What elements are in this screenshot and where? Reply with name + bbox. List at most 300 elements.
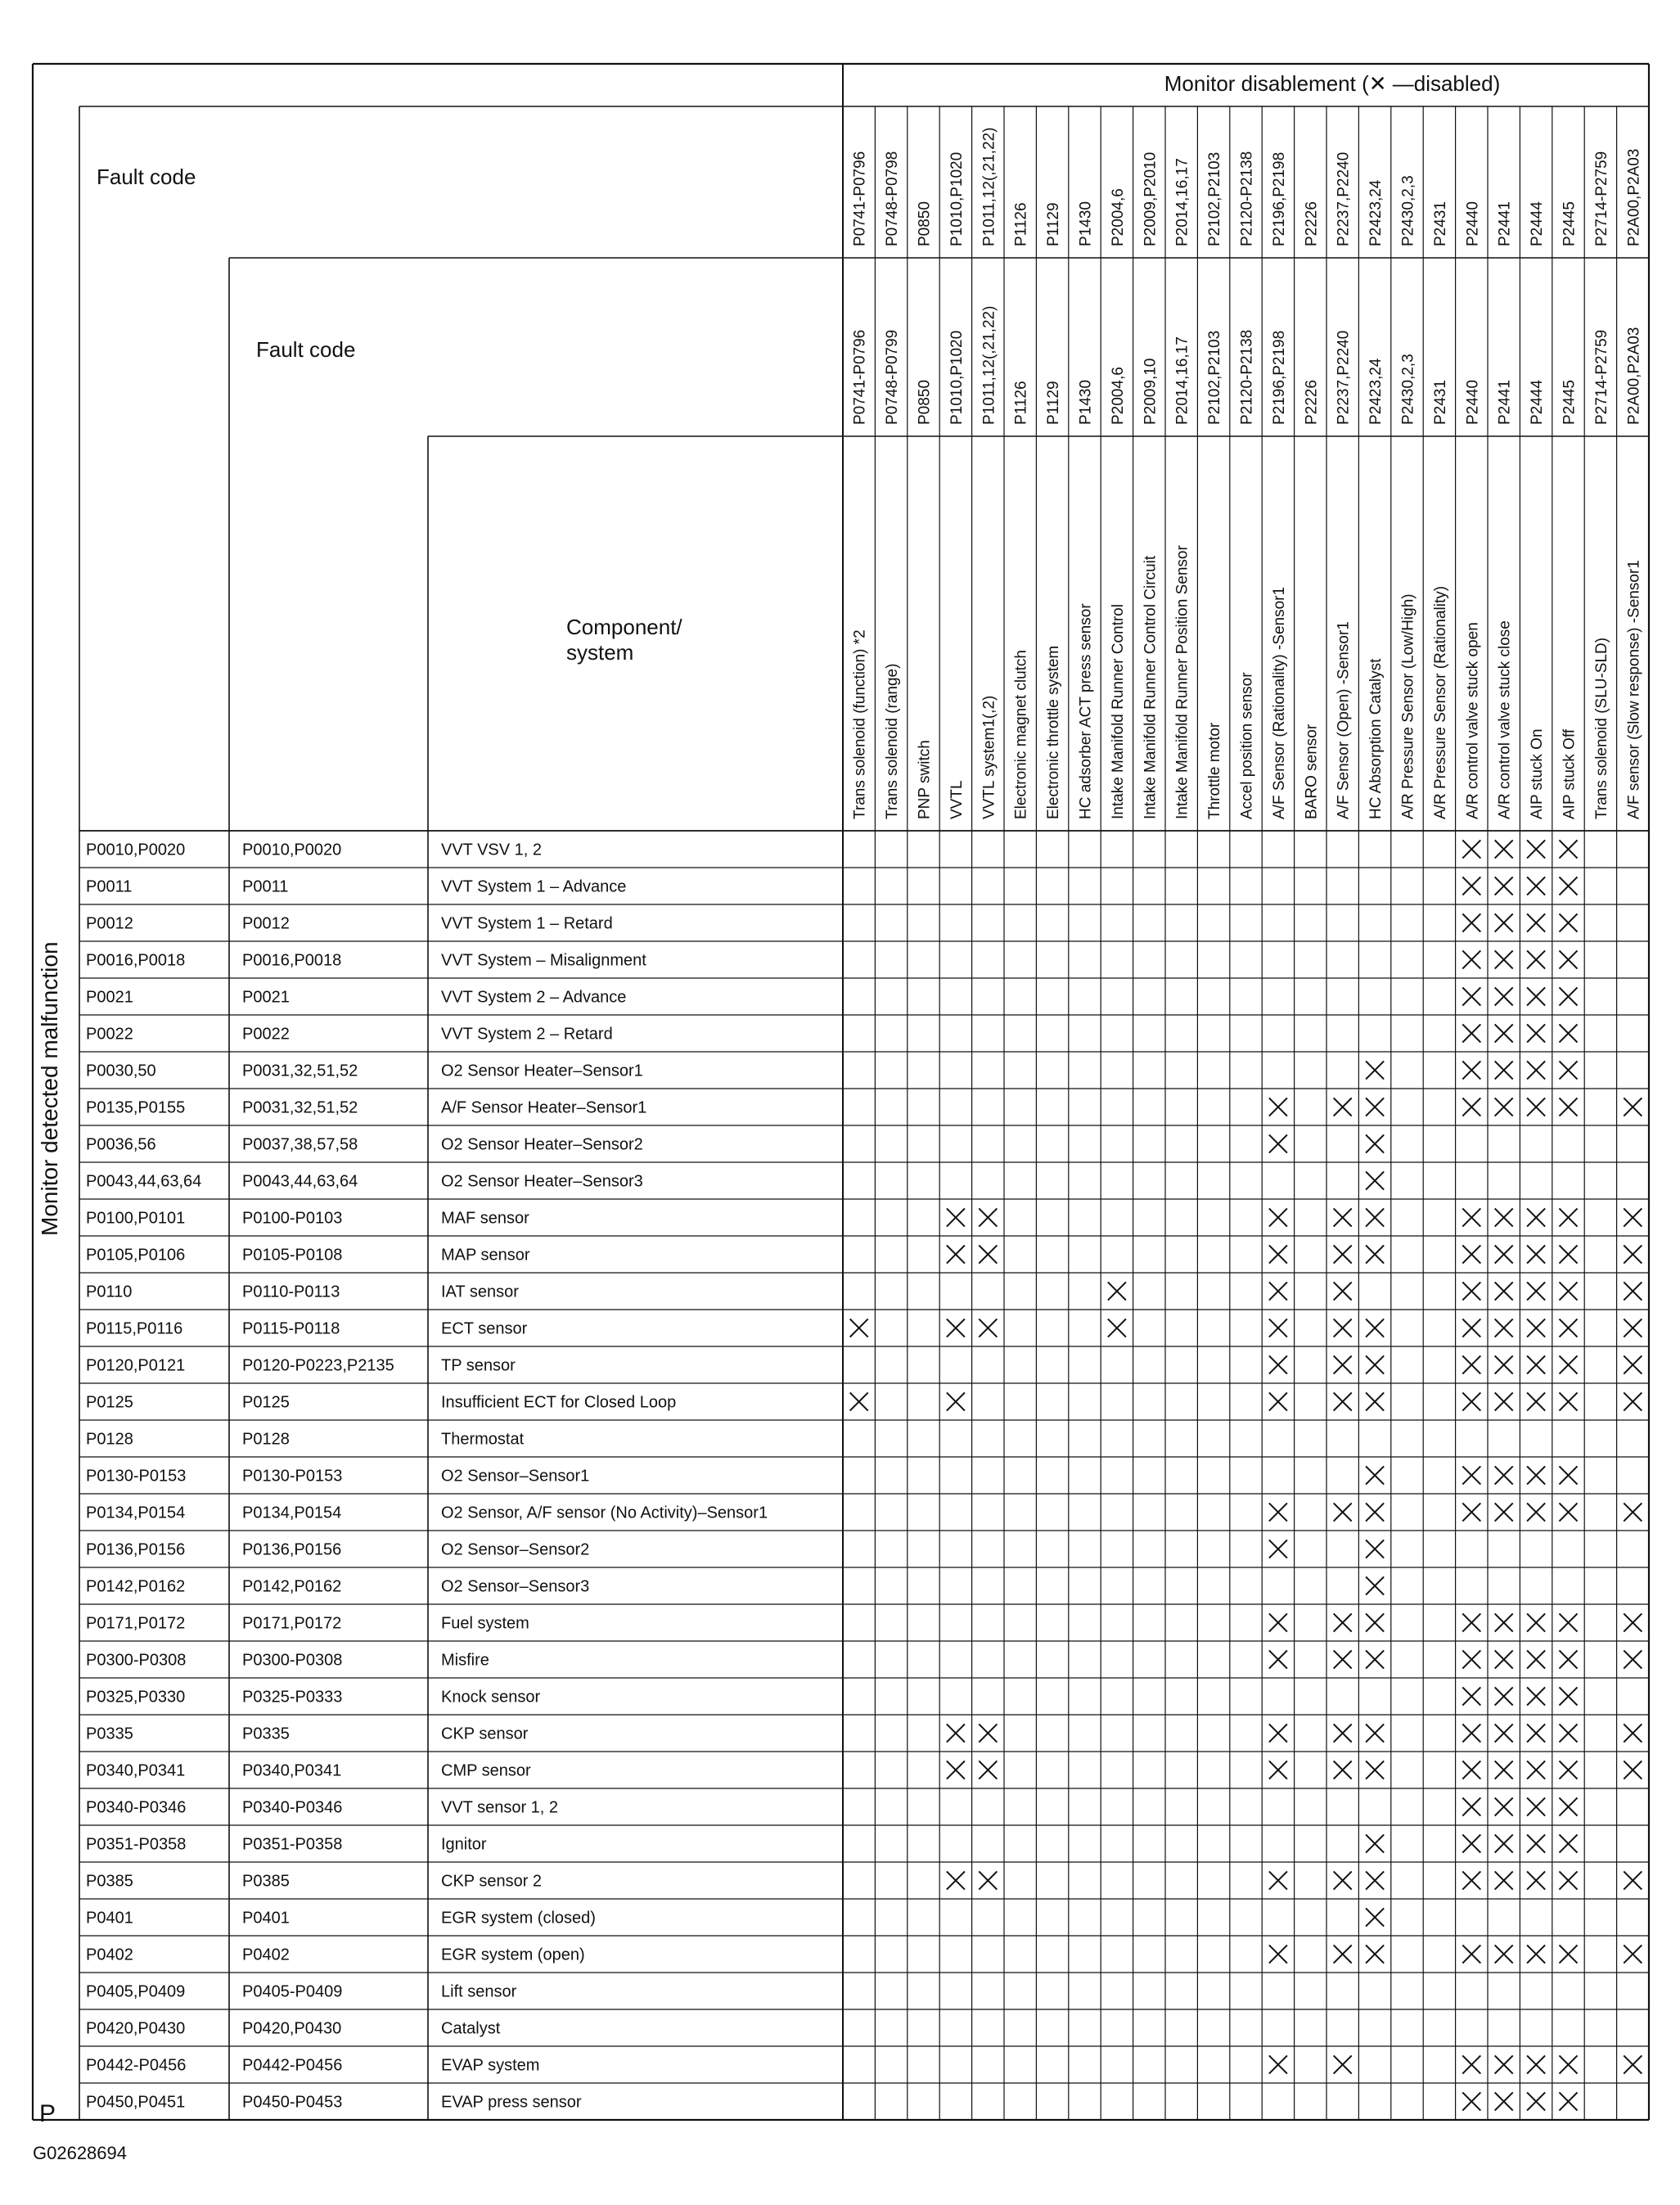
column-component-name: Trans solenoid (SLU-SLD) bbox=[1592, 637, 1610, 819]
column-fault-code-secondary: P1011,12(,21,22) bbox=[980, 305, 998, 425]
column-fault-code-primary: P0850 bbox=[916, 201, 934, 246]
row-fault-code: P0134,P0154 bbox=[242, 1504, 342, 1522]
disabled-mark bbox=[1269, 1871, 1287, 1889]
disabled-mark bbox=[1527, 1650, 1545, 1668]
disabled-mark bbox=[1269, 1134, 1287, 1152]
disabled-mark bbox=[1462, 2055, 1480, 2073]
column-fault-code-primary: P2237,P2240 bbox=[1335, 151, 1353, 246]
disabled-mark bbox=[1462, 1797, 1480, 1815]
column-fault-code-primary: P2441 bbox=[1496, 201, 1514, 246]
disabled-mark bbox=[1334, 1355, 1352, 1373]
row-fault-code: P0120-P0223,P2135 bbox=[242, 1356, 394, 1375]
column-fault-code-secondary: P0748-P0799 bbox=[884, 329, 902, 425]
disabled-mark bbox=[1495, 1208, 1513, 1226]
row-fault-code: P0171,P0172 bbox=[242, 1614, 342, 1633]
disabled-mark bbox=[1366, 1061, 1384, 1079]
disabled-mark bbox=[1366, 1613, 1384, 1631]
column-fault-code-primary: P2431 bbox=[1431, 201, 1449, 246]
column-fault-code-secondary: P1126 bbox=[1012, 381, 1030, 425]
disabled-mark bbox=[1624, 1355, 1642, 1373]
column-fault-code-secondary: P2441 bbox=[1496, 380, 1514, 425]
row-fault-code: P0142,P0162 bbox=[242, 1577, 342, 1596]
disabled-mark bbox=[947, 1871, 965, 1889]
disabled-mark bbox=[1527, 1466, 1545, 1484]
disabled-mark bbox=[1559, 1355, 1577, 1373]
disabled-mark bbox=[1559, 1687, 1577, 1705]
disabled-mark bbox=[1495, 1761, 1513, 1779]
disabled-mark bbox=[1527, 1208, 1545, 1226]
disabled-mark bbox=[1527, 1797, 1545, 1815]
row-monitor-fault-code: P0043,44,63,64 bbox=[86, 1172, 202, 1191]
disabled-mark bbox=[1462, 840, 1480, 858]
row-monitor-fault-code: P0340,P0341 bbox=[86, 1761, 186, 1780]
row-component-system: Thermostat bbox=[441, 1430, 525, 1449]
column-fault-code-secondary: P2196,P2198 bbox=[1270, 330, 1288, 425]
row-monitor-fault-code: P0325,P0330 bbox=[86, 1688, 186, 1707]
disabled-mark bbox=[1527, 1392, 1545, 1410]
disabled-mark bbox=[1269, 2055, 1287, 2073]
disabled-mark bbox=[1559, 1724, 1577, 1742]
column-fault-code-primary: P2714-P2759 bbox=[1592, 151, 1610, 246]
disabled-mark bbox=[1495, 1392, 1513, 1410]
disabled-mark bbox=[1624, 1650, 1642, 1668]
row-fault-code: P0340,P0341 bbox=[242, 1761, 342, 1780]
disabled-mark bbox=[1495, 950, 1513, 968]
disabled-mark bbox=[1462, 2092, 1480, 2110]
column-fault-code-primary: P2120-P2138 bbox=[1238, 151, 1256, 246]
row-component-system: MAP sensor bbox=[441, 1246, 530, 1265]
disabled-mark bbox=[1462, 1945, 1480, 1963]
disabled-mark bbox=[947, 1245, 965, 1263]
row-fault-code: P0340-P0346 bbox=[242, 1798, 343, 1817]
disabled-mark bbox=[1495, 1945, 1513, 1963]
disabled-mark bbox=[1624, 1945, 1642, 1963]
disabled-mark bbox=[1624, 2055, 1642, 2073]
row-monitor-fault-code: P0171,P0172 bbox=[86, 1614, 186, 1633]
column-component-name: AIP stuck On bbox=[1529, 728, 1547, 819]
disabled-mark bbox=[1366, 1540, 1384, 1558]
row-monitor-fault-code: P0385 bbox=[86, 1872, 133, 1891]
row-component-system: A/F Sensor Heater–Sensor1 bbox=[441, 1098, 647, 1117]
disabled-mark bbox=[1366, 1724, 1384, 1742]
row-monitor-fault-code: P0021 bbox=[86, 988, 133, 1007]
disabled-mark bbox=[1527, 2055, 1545, 2073]
row-component-system: VVT System 1 – Advance bbox=[441, 877, 627, 896]
disabled-mark bbox=[1462, 1245, 1480, 1263]
row-fault-code: P0128 bbox=[242, 1430, 290, 1449]
disabled-mark bbox=[1462, 1466, 1480, 1484]
disabled-mark bbox=[1624, 1282, 1642, 1300]
disabled-mark bbox=[1366, 1761, 1384, 1779]
disabled-mark bbox=[1527, 1871, 1545, 1889]
row-component-system: EGR system (open) bbox=[441, 1946, 585, 1964]
row-component-system: O2 Sensor Heater–Sensor1 bbox=[441, 1062, 643, 1080]
row-fault-code: P0031,32,51,52 bbox=[242, 1062, 358, 1080]
row-component-system: CMP sensor bbox=[441, 1761, 531, 1780]
disabled-mark bbox=[1527, 1245, 1545, 1263]
disabled-mark bbox=[1269, 1724, 1287, 1742]
row-monitor-fault-code: P0130-P0153 bbox=[86, 1467, 187, 1486]
disabled-mark bbox=[1495, 1724, 1513, 1742]
column-fault-code-secondary: P2014,16,17 bbox=[1173, 336, 1191, 425]
disabled-mark bbox=[1495, 913, 1513, 931]
footer-code: G02628694 bbox=[33, 2143, 127, 2163]
disabled-mark bbox=[1527, 1098, 1545, 1116]
disabled-mark bbox=[1462, 1834, 1480, 1852]
row-fault-code: P0115-P0118 bbox=[242, 1319, 340, 1338]
column-fault-code-primary: P2014,16,17 bbox=[1173, 158, 1191, 246]
row-monitor-fault-code: P0401 bbox=[86, 1909, 133, 1928]
disabled-mark bbox=[979, 1871, 997, 1889]
disabled-mark bbox=[979, 1724, 997, 1742]
column-fault-code-primary: P0741-P0796 bbox=[851, 151, 869, 246]
monitor-detected-side-label: Monitor detected malfunction bbox=[37, 941, 62, 1236]
disabled-mark bbox=[1495, 1834, 1513, 1852]
disabled-mark bbox=[1366, 1834, 1384, 1852]
disabled-mark bbox=[1527, 1761, 1545, 1779]
row-monitor-fault-code: P0022 bbox=[86, 1025, 133, 1044]
disabled-mark bbox=[1269, 1355, 1287, 1373]
row-fault-code: P0125 bbox=[242, 1393, 290, 1412]
column-fault-code-secondary: P2A00,P2A03 bbox=[1625, 327, 1643, 425]
column-fault-code-primary: P2A00,P2A03 bbox=[1625, 148, 1643, 246]
disabled-mark bbox=[1334, 1613, 1352, 1631]
row-fault-code: P0401 bbox=[242, 1909, 290, 1928]
disabled-mark bbox=[1334, 1761, 1352, 1779]
disabled-mark bbox=[1269, 1208, 1287, 1226]
row-component-system: VVT System – Misalignment bbox=[441, 951, 646, 970]
disabled-mark bbox=[1559, 877, 1577, 895]
disabled-mark bbox=[1366, 1466, 1384, 1484]
row-monitor-fault-code: P0442-P0456 bbox=[86, 2056, 187, 2075]
row-fault-code: P0105-P0108 bbox=[242, 1246, 343, 1265]
row-monitor-fault-code: P0115,P0116 bbox=[86, 1319, 183, 1338]
row-monitor-fault-code: P0125 bbox=[86, 1393, 133, 1412]
row-component-system: Insufficient ECT for Closed Loop bbox=[441, 1393, 677, 1412]
disabled-mark bbox=[947, 1319, 965, 1337]
disabled-mark bbox=[1527, 1613, 1545, 1631]
row-monitor-fault-code: P0450,P0451 bbox=[86, 2093, 186, 2112]
disabled-mark bbox=[1495, 987, 1513, 1005]
disabled-mark bbox=[1559, 913, 1577, 931]
disabled-mark bbox=[1624, 1724, 1642, 1742]
disabled-mark bbox=[1462, 1724, 1480, 1742]
row-monitor-fault-code: P0340-P0346 bbox=[86, 1798, 187, 1817]
row-monitor-fault-code: P0335 bbox=[86, 1725, 133, 1743]
row-monitor-fault-code: P0134,P0154 bbox=[86, 1504, 186, 1522]
disabled-mark bbox=[1334, 1245, 1352, 1263]
row-component-system: O2 Sensor, A/F sensor (No Activity)–Sensor1 bbox=[441, 1504, 768, 1522]
column-component-name: A/R Pressure Sensor (Rationality) bbox=[1431, 585, 1449, 819]
disabled-mark bbox=[1527, 1319, 1545, 1337]
row-fault-code: P0031,32,51,52 bbox=[242, 1098, 358, 1117]
disabled-mark bbox=[1269, 1761, 1287, 1779]
disabled-mark bbox=[1559, 1761, 1577, 1779]
disabled-mark bbox=[1527, 987, 1545, 1005]
disabled-mark bbox=[1462, 1208, 1480, 1226]
disabled-mark bbox=[1269, 1613, 1287, 1631]
disabled-mark bbox=[1269, 1245, 1287, 1263]
disabled-mark bbox=[1495, 1355, 1513, 1373]
table-text bbox=[33, 71, 1642, 2163]
disabled-mark bbox=[1269, 1319, 1287, 1337]
column-component-name: A/F Sensor (Rationality) -Sensor1 bbox=[1270, 586, 1288, 819]
row-component-system: ECT sensor bbox=[441, 1319, 528, 1338]
monitor-disablement-title: Monitor disablement (✕ —disabled) bbox=[1164, 71, 1501, 96]
row-component-system: CKP sensor 2 bbox=[441, 1872, 543, 1891]
fault-code-label-secondary: Fault code bbox=[256, 337, 356, 362]
disabled-mark bbox=[1366, 1908, 1384, 1926]
column-fault-code-primary: P2430,2,3 bbox=[1399, 175, 1417, 246]
row-component-system: CKP sensor bbox=[441, 1725, 529, 1743]
column-fault-code-secondary: P2430,2,3 bbox=[1399, 354, 1417, 425]
disabled-mark bbox=[1269, 1540, 1287, 1558]
row-component-system: O2 Sensor–Sensor3 bbox=[441, 1577, 590, 1596]
disabled-mark bbox=[979, 1208, 997, 1226]
row-component-system: O2 Sensor–Sensor2 bbox=[441, 1540, 590, 1559]
row-component-system: Misfire bbox=[441, 1651, 489, 1670]
disabled-mark bbox=[1462, 1319, 1480, 1337]
disabled-mark bbox=[1559, 1613, 1577, 1631]
disabled-mark bbox=[1624, 1871, 1642, 1889]
disabled-mark bbox=[1366, 1355, 1384, 1373]
column-fault-code-secondary: P0850 bbox=[916, 380, 934, 425]
row-fault-code: P0012 bbox=[242, 914, 290, 933]
disabled-mark bbox=[1495, 2055, 1513, 2073]
column-fault-code-primary: P2004,6 bbox=[1109, 188, 1127, 246]
row-component-system: VVT System 1 – Retard bbox=[441, 914, 613, 933]
disabled-mark bbox=[1495, 1024, 1513, 1042]
disabled-mark bbox=[1495, 1650, 1513, 1668]
row-monitor-fault-code: P0135,P0155 bbox=[86, 1098, 186, 1117]
row-fault-code: P0325-P0333 bbox=[242, 1688, 343, 1707]
disabled-mark bbox=[1334, 1724, 1352, 1742]
column-component-name: HC Absorption Catalyst bbox=[1367, 658, 1385, 819]
column-fault-code-secondary: P2009,10 bbox=[1142, 358, 1160, 425]
row-fault-code: P0136,P0156 bbox=[242, 1540, 342, 1559]
column-fault-code-primary: P1129 bbox=[1045, 202, 1063, 246]
row-fault-code: P0450-P0453 bbox=[242, 2093, 343, 2112]
disabled-mark bbox=[1624, 1319, 1642, 1337]
disabled-mark bbox=[1462, 913, 1480, 931]
column-component-name: VVTL system1(,2) bbox=[980, 695, 998, 819]
column-fault-code-secondary: P2440 bbox=[1464, 380, 1482, 425]
disabled-mark bbox=[1462, 950, 1480, 968]
row-monitor-fault-code: P0105,P0106 bbox=[86, 1246, 186, 1265]
disabled-mark bbox=[1334, 2055, 1352, 2073]
disabled-mark bbox=[1527, 950, 1545, 968]
disabled-mark bbox=[1559, 1650, 1577, 1668]
disabled-mark bbox=[1334, 1650, 1352, 1668]
row-fault-code: P0300-P0308 bbox=[242, 1651, 343, 1670]
disabled-mark bbox=[1334, 1871, 1352, 1889]
row-fault-code: P0043,44,63,64 bbox=[242, 1172, 358, 1191]
disabled-mark bbox=[979, 1319, 997, 1337]
row-component-system: VVT System 2 – Retard bbox=[441, 1025, 613, 1044]
row-monitor-fault-code: P0128 bbox=[86, 1430, 133, 1449]
column-component-name: A/F Sensor (Open) -Sensor1 bbox=[1335, 621, 1353, 819]
disabled-mark bbox=[1527, 1024, 1545, 1042]
row-component-system: O2 Sensor Heater–Sensor2 bbox=[441, 1135, 643, 1154]
row-fault-code: P0100-P0103 bbox=[242, 1209, 343, 1228]
column-component-name: BARO sensor bbox=[1303, 724, 1321, 819]
row-fault-code: P0402 bbox=[242, 1946, 290, 1964]
row-component-system: IAT sensor bbox=[441, 1283, 519, 1301]
row-fault-code: P0130-P0153 bbox=[242, 1467, 343, 1486]
column-fault-code-primary: P1430 bbox=[1077, 201, 1095, 246]
row-component-system: EVAP press sensor bbox=[441, 2093, 582, 2112]
disabled-mark bbox=[1495, 1871, 1513, 1889]
row-component-system: Catalyst bbox=[441, 2019, 501, 2038]
column-component-name: A/R Pressure Sensor (Low/High) bbox=[1399, 593, 1417, 819]
disabled-mark bbox=[1366, 1576, 1384, 1594]
disabled-mark bbox=[1334, 1945, 1352, 1963]
disabled-mark bbox=[1559, 2092, 1577, 2110]
row-monitor-fault-code: P0142,P0162 bbox=[86, 1577, 186, 1596]
disabled-mark bbox=[1495, 877, 1513, 895]
row-component-system: O2 Sensor–Sensor1 bbox=[441, 1467, 590, 1486]
disabled-mark bbox=[1559, 950, 1577, 968]
column-fault-code-secondary: P2445 bbox=[1561, 380, 1579, 425]
row-monitor-fault-code: P0016,P0018 bbox=[86, 951, 186, 970]
column-component-name: HC adsorber ACT press sensor bbox=[1077, 603, 1095, 819]
column-component-name: A/R control valve stuck close bbox=[1496, 620, 1514, 819]
column-fault-code-primary: P2196,P2198 bbox=[1270, 151, 1288, 246]
column-component-name: Trans solenoid (function) *2 bbox=[851, 629, 869, 819]
disabled-mark bbox=[1462, 1098, 1480, 1116]
disabled-mark bbox=[1559, 840, 1577, 858]
disabled-mark bbox=[1462, 987, 1480, 1005]
disabled-mark bbox=[1462, 1355, 1480, 1373]
disabled-mark bbox=[1108, 1319, 1126, 1337]
disabled-mark bbox=[1495, 1613, 1513, 1631]
disabled-mark bbox=[1624, 1503, 1642, 1521]
disabled-mark bbox=[1366, 1871, 1384, 1889]
column-component-name: Electronic throttle system bbox=[1045, 645, 1063, 819]
disabled-mark bbox=[850, 1392, 868, 1410]
disabled-mark bbox=[947, 1208, 965, 1226]
disabled-mark bbox=[1366, 1098, 1384, 1116]
disabled-mark bbox=[1527, 1724, 1545, 1742]
disabled-mark bbox=[1527, 1503, 1545, 1521]
column-component-name: Intake Manifold Runner Position Sensor bbox=[1173, 545, 1191, 819]
column-component-name: Intake Manifold Runner Control bbox=[1109, 604, 1127, 819]
column-component-name: Intake Manifold Runner Control Circuit bbox=[1142, 555, 1160, 819]
disabled-mark bbox=[1495, 1797, 1513, 1815]
row-component-system: Knock sensor bbox=[441, 1688, 541, 1707]
disabled-mark bbox=[1495, 1245, 1513, 1263]
row-component-system: TP sensor bbox=[441, 1356, 516, 1375]
column-fault-code-secondary: P2714-P2759 bbox=[1592, 329, 1610, 425]
disabled-mark bbox=[1559, 1245, 1577, 1263]
column-fault-code-secondary: P2423,24 bbox=[1367, 358, 1385, 425]
disabled-mark bbox=[1559, 1098, 1577, 1116]
column-component-name: A/R control valve stuck open bbox=[1464, 622, 1482, 819]
row-monitor-fault-code: P0100,P0101 bbox=[86, 1209, 186, 1228]
disabled-mark bbox=[1624, 1245, 1642, 1263]
disabled-mark bbox=[1462, 1024, 1480, 1042]
disabled-mark bbox=[1495, 1466, 1513, 1484]
disabled-mark bbox=[1624, 1098, 1642, 1116]
disabled-mark bbox=[1334, 1319, 1352, 1337]
disabled-mark bbox=[979, 1245, 997, 1263]
row-monitor-fault-code: P0036,56 bbox=[86, 1135, 156, 1154]
disabled-mark bbox=[1527, 1355, 1545, 1373]
disabled-mark bbox=[1559, 1392, 1577, 1410]
disabled-mark bbox=[947, 1761, 965, 1779]
disabled-mark bbox=[1462, 1503, 1480, 1521]
disabled-mark bbox=[1366, 1503, 1384, 1521]
row-component-system: VVT VSV 1, 2 bbox=[441, 841, 543, 859]
disabled-mark bbox=[1269, 1945, 1287, 1963]
disabled-mark bbox=[1559, 2055, 1577, 2073]
column-fault-code-secondary: P1129 bbox=[1045, 381, 1063, 425]
disabled-mark bbox=[1462, 1761, 1480, 1779]
column-fault-code-secondary: P0741-P0796 bbox=[851, 329, 869, 425]
row-monitor-fault-code: P0010,P0020 bbox=[86, 841, 186, 859]
column-fault-code-primary: P2440 bbox=[1464, 201, 1482, 246]
disabled-mark bbox=[1462, 1282, 1480, 1300]
disabled-mark bbox=[1559, 1466, 1577, 1484]
row-fault-code: P0016,P0018 bbox=[242, 951, 342, 970]
column-component-name: A/F sensor (Slow response) -Sensor1 bbox=[1625, 560, 1643, 819]
column-fault-code-secondary: P2431 bbox=[1431, 380, 1449, 425]
disabled-mark bbox=[1527, 1834, 1545, 1852]
column-fault-code-secondary: P1010,P1020 bbox=[948, 330, 966, 425]
disabled-mark bbox=[1559, 1503, 1577, 1521]
column-fault-code-secondary: P2226 bbox=[1303, 380, 1321, 425]
column-fault-code-primary: P2102,P2103 bbox=[1206, 151, 1224, 246]
disabled-mark bbox=[1559, 1834, 1577, 1852]
disabled-mark bbox=[1527, 2092, 1545, 2110]
disabled-mark bbox=[1559, 1282, 1577, 1300]
row-component-system: Fuel system bbox=[441, 1614, 529, 1633]
column-fault-code-primary: P1011,12(,21,22) bbox=[980, 127, 998, 246]
disabled-mark bbox=[1462, 1871, 1480, 1889]
disabled-mark bbox=[1334, 1282, 1352, 1300]
disabled-mark bbox=[1462, 1687, 1480, 1705]
row-component-system: O2 Sensor Heater–Sensor3 bbox=[441, 1172, 643, 1191]
row-fault-code: P0110-P0113 bbox=[242, 1283, 340, 1301]
disabled-mark bbox=[947, 1724, 965, 1742]
disabled-mark bbox=[1108, 1282, 1126, 1300]
disabled-mark bbox=[1334, 1098, 1352, 1116]
disabled-mark bbox=[1366, 1650, 1384, 1668]
row-fault-code: P0022 bbox=[242, 1025, 290, 1044]
column-fault-code-primary: P1126 bbox=[1012, 202, 1030, 246]
disabled-mark bbox=[1527, 1945, 1545, 1963]
row-component-system: VVT sensor 1, 2 bbox=[441, 1798, 559, 1817]
column-fault-code-primary: P1010,P1020 bbox=[948, 151, 966, 246]
disabled-mark bbox=[1462, 1392, 1480, 1410]
row-monitor-fault-code: P0011 bbox=[86, 877, 133, 896]
disabled-mark bbox=[1366, 1208, 1384, 1226]
disabled-mark bbox=[1269, 1503, 1287, 1521]
disabled-mark bbox=[1559, 1797, 1577, 1815]
disabled-mark bbox=[947, 1392, 965, 1410]
column-component-name: AIP stuck Off bbox=[1561, 728, 1579, 819]
row-fault-code: P0405-P0409 bbox=[242, 1982, 343, 2001]
disabled-mark bbox=[1366, 1319, 1384, 1337]
column-fault-code-secondary: P2102,P2103 bbox=[1206, 330, 1224, 425]
column-component-name: Trans solenoid (range) bbox=[884, 663, 902, 819]
row-fault-code: P0021 bbox=[242, 988, 290, 1007]
disabled-mark bbox=[1462, 1061, 1480, 1079]
disabled-mark bbox=[1624, 1761, 1642, 1779]
row-component-system: Ignitor bbox=[441, 1835, 487, 1854]
row-component-system: VVT System 2 – Advance bbox=[441, 988, 627, 1007]
row-monitor-fault-code: P0110 bbox=[86, 1283, 133, 1301]
